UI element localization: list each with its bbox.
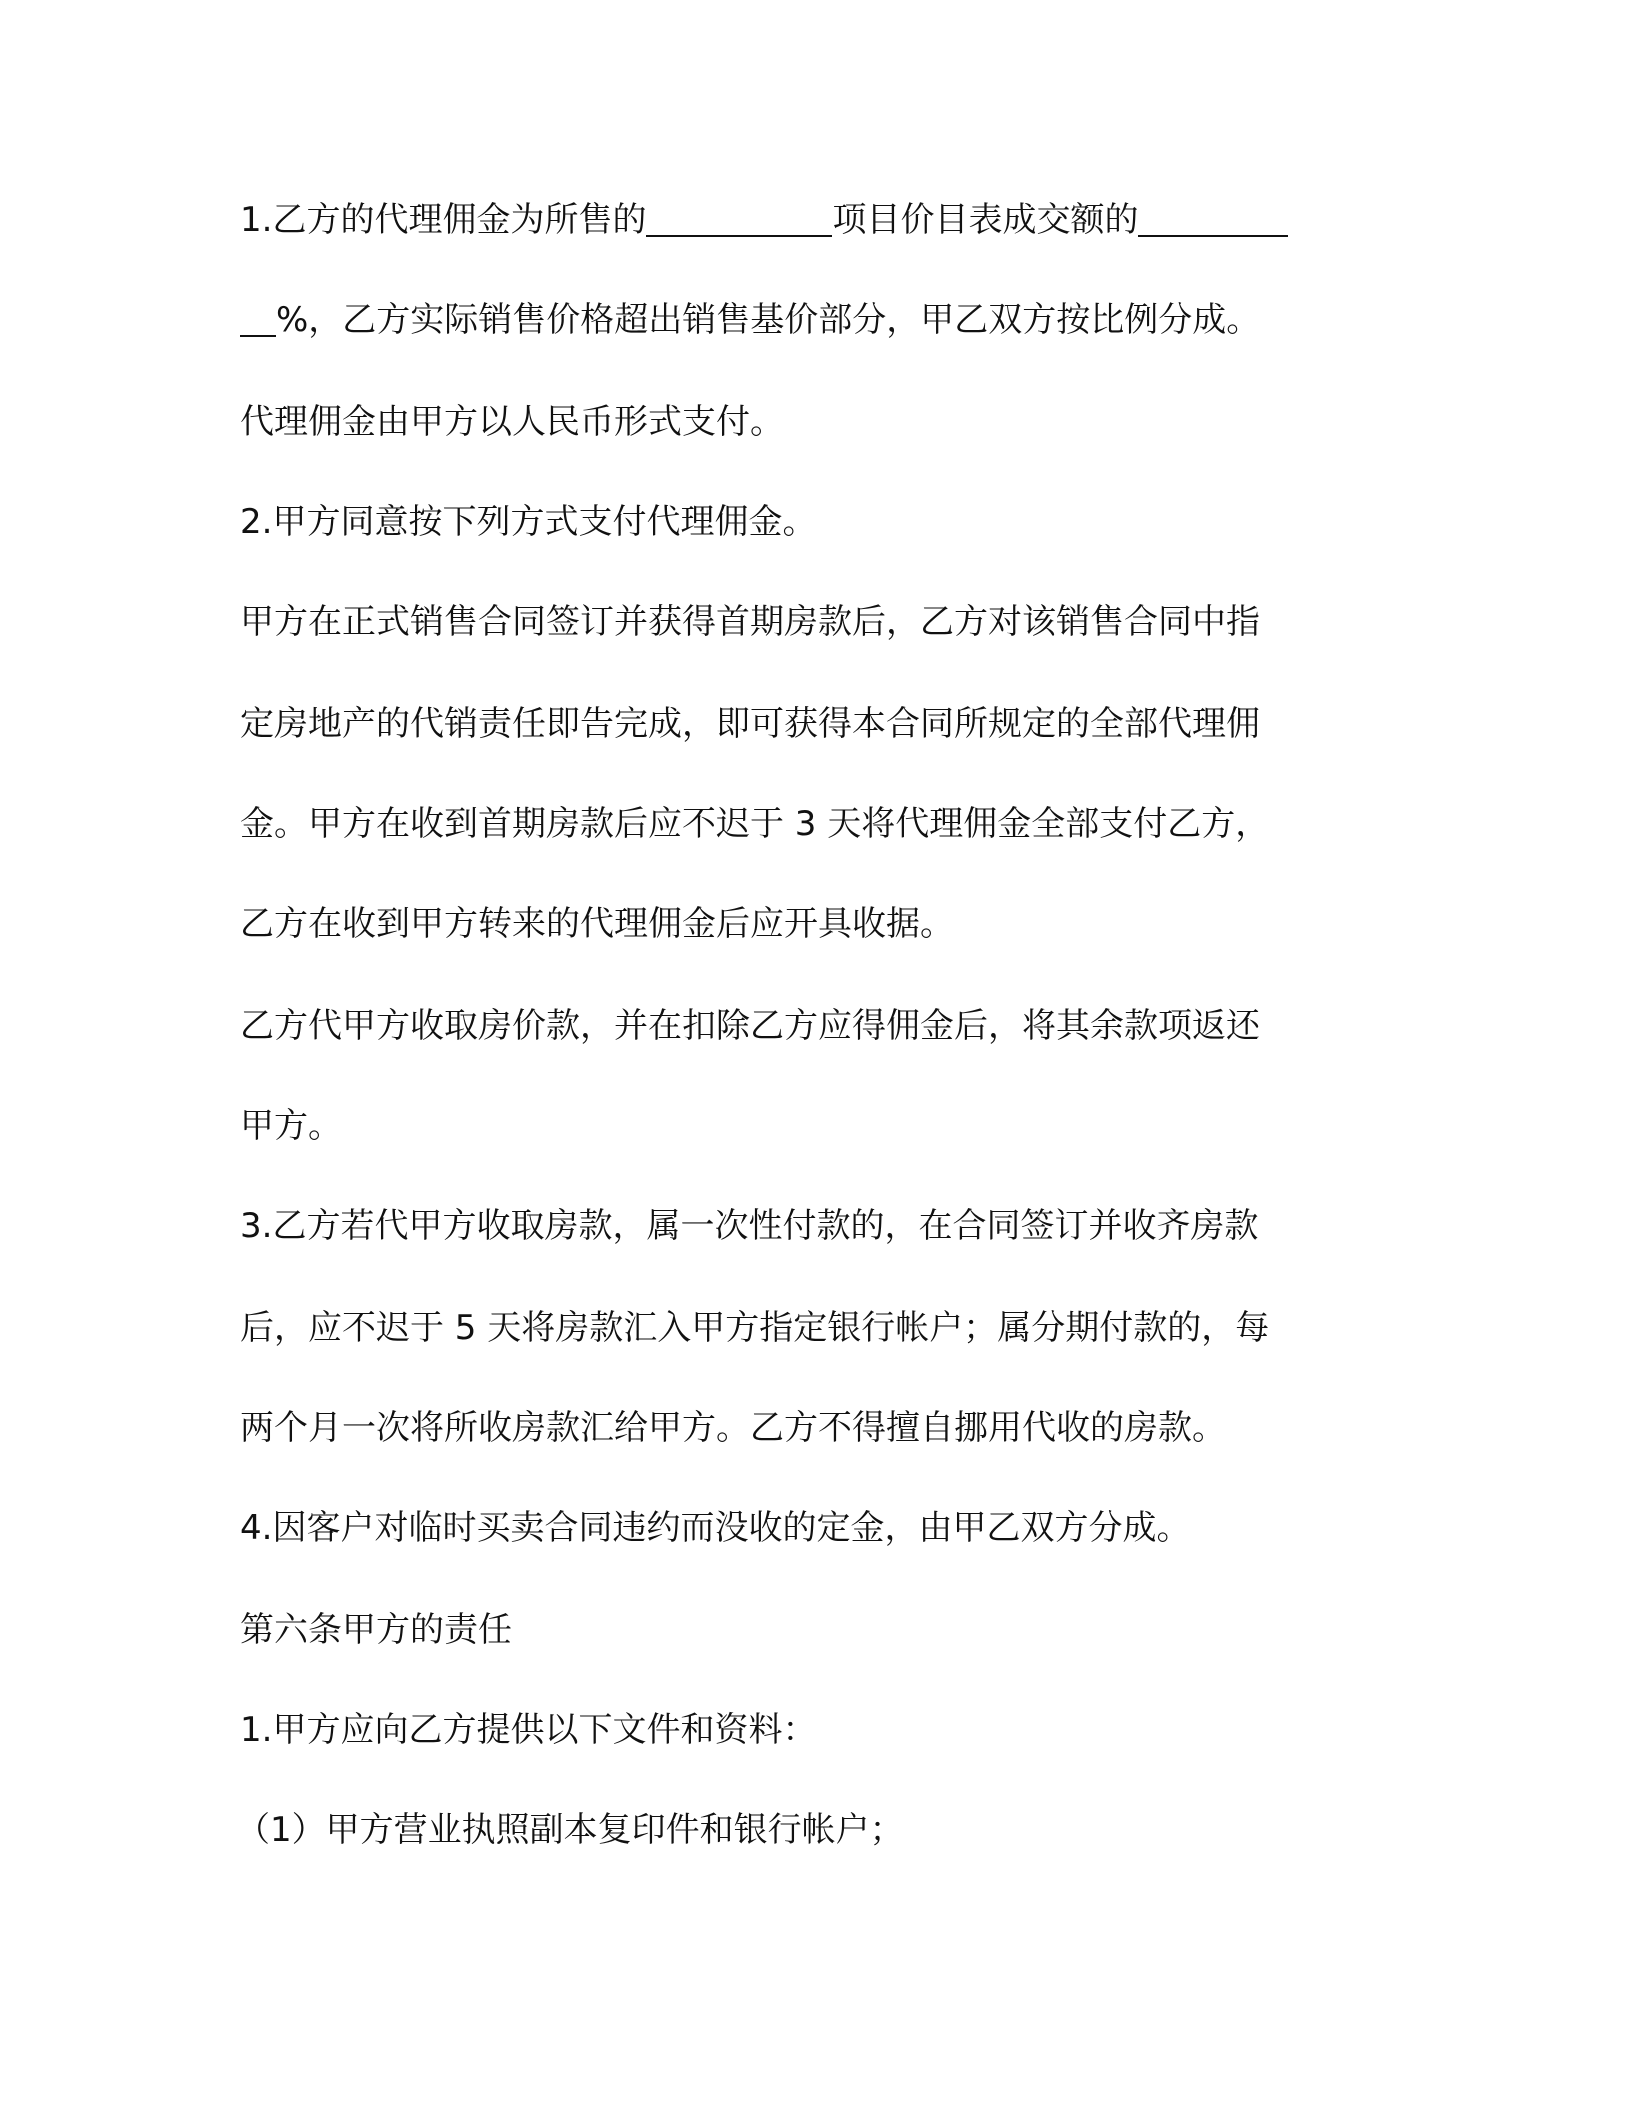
refund-paragraph-line-2: 甲方。	[240, 1106, 342, 1146]
commission-rate-text-1: 1.乙方的代理佣金为所售的	[240, 200, 647, 240]
clause-2-heading: 2.甲方同意按下列方式支付代理佣金。	[240, 502, 817, 542]
article-6-heading: 第六条甲方的责任	[240, 1610, 512, 1650]
commission-percent-blank-start[interactable]	[1138, 199, 1288, 237]
clause-3-line-2: 后，应不迟于 5 天将房款汇入甲方指定银行帐户；属分期付款的，每	[240, 1308, 1270, 1348]
clause-2-paragraph-line-4: 乙方在收到甲方转来的代理佣金后应开具收据。	[240, 904, 954, 944]
commission-rate-text-2: 项目价目表成交额的	[832, 200, 1139, 240]
commission-split-text: %，乙方实际销售价格超出销售基价部分，甲乙双方按比例分成。	[276, 300, 1261, 340]
project-name-blank[interactable]	[646, 199, 832, 237]
article-6-subitem-1: （1）甲方营业执照副本复印件和银行帐户；	[236, 1810, 904, 1850]
clause-3-line-3: 两个月一次将所收房款汇给甲方。乙方不得擅自挪用代收的房款。	[240, 1408, 1226, 1448]
commission-split-line	[240, 298, 1380, 342]
clause-2-paragraph-line-3: 金。甲方在收到首期房款后应不迟于 3 天将代理佣金全部支付乙方，	[240, 804, 1270, 844]
commission-percent-blank-end[interactable]	[240, 299, 276, 337]
article-6-item-1: 1.甲方应向乙方提供以下文件和资料：	[240, 1710, 817, 1750]
clause-4-line: 4.因客户对临时买卖合同违约而没收的定金，由甲乙双方分成。	[240, 1508, 1191, 1548]
payment-currency-line: 代理佣金由甲方以人民币形式支付。	[240, 402, 784, 442]
clause-3-line-1: 3.乙方若代甲方收取房款，属一次性付款的，在合同签订并收齐房款	[240, 1206, 1259, 1246]
refund-paragraph-line-1: 乙方代甲方收取房价款，并在扣除乙方应得佣金后，将其余款项返还	[240, 1006, 1260, 1046]
commission-rate-line	[240, 198, 1380, 242]
clause-2-paragraph-line-1: 甲方在正式销售合同签订并获得首期房款后，乙方对该销售合同中指	[240, 602, 1260, 642]
clause-2-paragraph-line-2: 定房地产的代销责任即告完成，即可获得本合同所规定的全部代理佣	[240, 704, 1260, 744]
